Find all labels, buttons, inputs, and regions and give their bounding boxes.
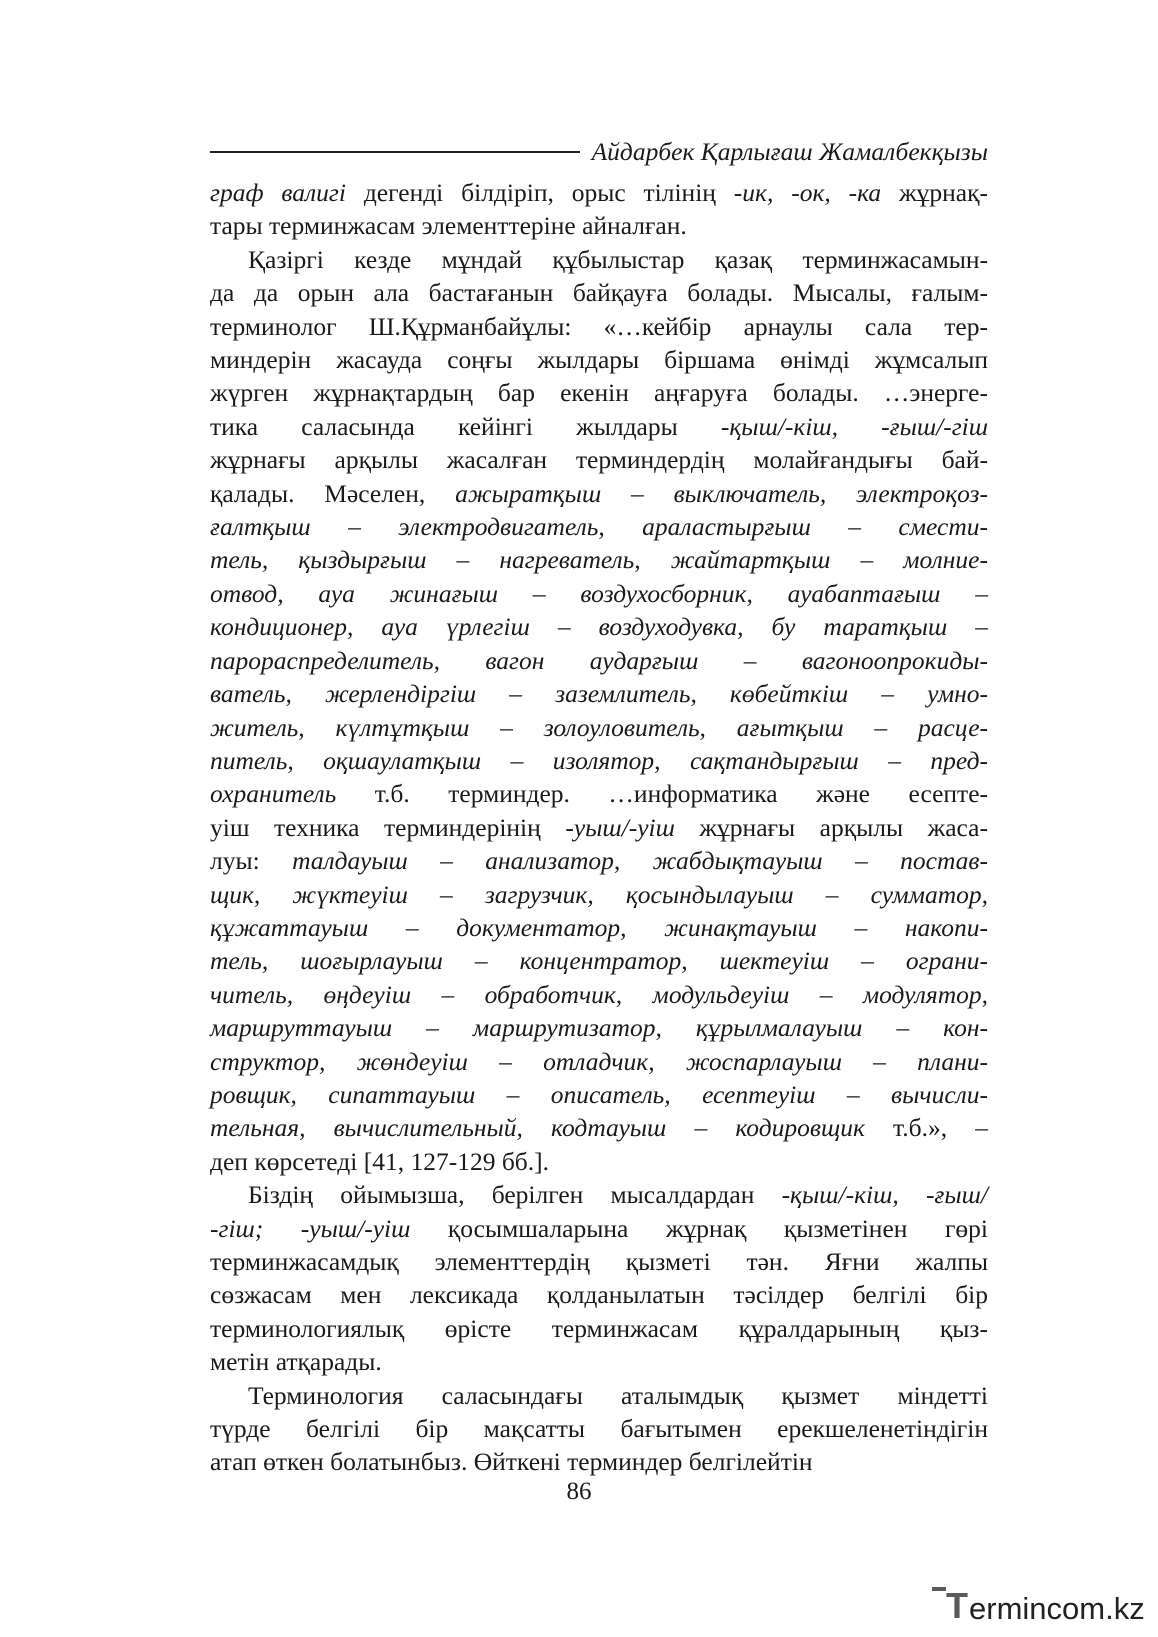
paragraph xyxy=(210,1379,988,1479)
text-segment: уіш техника терминдерінің xyxy=(210,812,566,842)
text-segment: метін атқарады. xyxy=(210,1347,382,1377)
italic-term: маршруттауыш – маршрутизатор, құрылмалауыш – кон- xyxy=(210,1013,988,1043)
text-line xyxy=(210,443,988,476)
paragraph xyxy=(210,243,988,1178)
text-segment: жұрнақ- xyxy=(881,178,988,207)
italic-term: отвод, ауа жинағыш – воздухосборник, ауабаптағыш – xyxy=(210,578,988,608)
text-segment: терминолог Ш.Құрманбайұлы: «…кейбір арнаулы сала тер- xyxy=(210,311,988,341)
paragraph xyxy=(210,1178,988,1378)
text-line xyxy=(210,1278,988,1311)
text-segment: терминжасамдық элементтердің қызметі тән. Яғни жалпы xyxy=(210,1247,988,1276)
text-line xyxy=(210,978,988,1011)
text-segment: деп көрсетеді [41, 127-129 бб.]. xyxy=(210,1146,550,1176)
text-segment: сөзжасам мен лексикада қолданылатын тәсілдер белгілі бір xyxy=(210,1280,988,1310)
text-segment: түрде белгілі бір мақсатты бағытымен ерекшеленетіндігін xyxy=(210,1414,988,1444)
text-line xyxy=(210,577,988,610)
text-segment: жұрнағы арқылы жаса- xyxy=(674,812,988,842)
italic-term: -ик, -ок, -ка xyxy=(733,178,882,207)
text-line xyxy=(210,1379,988,1412)
text-line xyxy=(210,1345,988,1378)
italic-term: тель, қыздырғыш – нагреватель, жайтартқыш – молние- xyxy=(210,545,988,575)
text-segment: Біздің ойымызша, берілген мысалдардан xyxy=(248,1180,782,1210)
italic-term: ровщик, сипаттауыш – описатель, есептеуіш – вычисли- xyxy=(210,1079,988,1109)
watermark-logo xyxy=(946,1585,1145,1627)
text-line xyxy=(210,477,988,510)
text-segment: жұрнағы арқылы жасалған терминдердің молайғандығы бай- xyxy=(210,445,988,475)
italic-term: щик, жүктеуіш – загрузчик, қосындылауыш – сумматор, xyxy=(210,879,988,909)
text-segment: миндерін жасауда соңғы жылдары біршама өнімді жұмсалып xyxy=(210,345,988,375)
text-line xyxy=(210,644,988,677)
text-segment: тика саласында кейінгі жылдары xyxy=(210,411,721,441)
text-line xyxy=(210,1412,988,1445)
italic-term: ғалтқыш – электродвигатель, араластырғыш – смести- xyxy=(210,512,988,542)
running-header xyxy=(210,134,988,170)
text-line xyxy=(210,209,988,242)
body-text xyxy=(210,176,988,1479)
text-line xyxy=(210,343,988,376)
text-line xyxy=(210,1212,988,1245)
text-line xyxy=(210,176,988,209)
text-line xyxy=(210,243,988,276)
text-segment: тары терминжасам элементтеріне айналған. xyxy=(210,211,687,241)
text-line xyxy=(210,944,988,977)
text-line xyxy=(210,811,988,844)
text-line xyxy=(210,1078,988,1111)
italic-term: читель, өңдеуіш – обработчик, модульдеуіш – модулятор, xyxy=(210,979,988,1009)
italic-term: -қыш/-кіш, -ғыш/-гіш xyxy=(720,411,988,441)
italic-term: құжаттауыш – документатор, жинақтауыш – накопи- xyxy=(210,912,988,942)
text-segment: да да орын ала бастағанын байқауға болады. Мысалы, ғалым- xyxy=(210,278,988,308)
text-line xyxy=(210,610,988,643)
text-segment: атап өткен болатынбыз. Өйткені терминдер белгілейтін xyxy=(210,1447,813,1477)
text-line xyxy=(210,1245,988,1278)
italic-term: охранитель xyxy=(210,779,337,809)
watermark-first-letter: T xyxy=(946,1585,968,1626)
italic-term: кондиционер, ауа үрлегіш – воздуходувка, бу таратқыш – xyxy=(210,612,988,642)
text-line xyxy=(210,677,988,710)
italic-term: парораспределитель, вагон аударғыш – вагоноопрокиды- xyxy=(210,645,988,675)
text-line xyxy=(210,510,988,543)
text-segment: Терминология саласындағы аталымдық қызмет міндетті xyxy=(248,1380,988,1410)
text-line xyxy=(210,410,988,443)
text-line xyxy=(210,543,988,576)
paragraph xyxy=(210,176,988,243)
watermark-text: ermincom.kz xyxy=(969,1591,1145,1626)
italic-term: талдауыш – анализатор, жабдықтауыш – постав- xyxy=(292,846,988,876)
header-rule xyxy=(210,151,580,153)
text-segment: т.б. терминдер. …информатика және есепте- xyxy=(336,779,988,809)
italic-term: житель, күлтұтқыш – золоуловитель, ағытқыш – расце- xyxy=(210,712,988,742)
text-line xyxy=(210,844,988,877)
italic-term: ватель, жерлендіргіш – заземлитель, көбейткіш – умно- xyxy=(210,679,988,709)
text-line xyxy=(210,1312,988,1345)
text-line xyxy=(210,878,988,911)
italic-term: тель, шоғырлауыш – концентратор, шектеуіш – ограни- xyxy=(210,946,988,976)
text-segment: қосымшаларына жұрнақ қызметінен гөрі xyxy=(410,1213,988,1243)
header-author: Айдарбек Қарлығаш Жамалбекқызы xyxy=(591,137,988,166)
text-line xyxy=(210,376,988,409)
italic-term: питель, оқшаулатқыш – изолятор, сақтандырғыш – пред- xyxy=(210,745,988,775)
italic-term: -қыш/-кіш, -ғыш/ xyxy=(781,1180,988,1210)
text-segment: қалады. Мәселен, xyxy=(210,478,456,508)
text-line xyxy=(210,711,988,744)
italic-term: тельная, вычислительный, кодтауыш – кодировщик xyxy=(210,1113,865,1143)
text-line xyxy=(210,1145,988,1178)
text-line xyxy=(210,310,988,343)
text-segment: терминологиялық өрісте терминжасам құралдарының қыз- xyxy=(210,1313,988,1343)
text-line xyxy=(210,1011,988,1044)
text-line xyxy=(210,777,988,810)
text-line xyxy=(210,276,988,309)
text-line xyxy=(210,1111,988,1144)
text-line xyxy=(210,744,988,777)
text-segment: жүрген жұрнақтардың бар екенін аңғаруға болады. …энерге- xyxy=(210,378,988,408)
text-line xyxy=(210,911,988,944)
page-number: 86 xyxy=(566,1478,592,1505)
text-line xyxy=(210,1045,988,1078)
italic-term: ажыратқыш – выключатель, электроқоз- xyxy=(455,478,988,508)
italic-term: -гіш; -уыш/-уіш xyxy=(210,1213,411,1243)
italic-term: -уыш/-уіш xyxy=(565,812,675,842)
text-line xyxy=(210,1178,988,1211)
text-segment: дегенді білдіріп, орыс тілінің xyxy=(345,178,734,207)
text-segment: Қазіргі кезде мұндай құбылыстар қазақ терминжасамын- xyxy=(248,244,988,274)
italic-term: структор, жөндеуіш – отладчик, жоспарлауыш – плани- xyxy=(210,1046,988,1076)
text-line xyxy=(210,1445,988,1478)
text-segment: луы: xyxy=(210,846,293,876)
italic-term: граф валигі xyxy=(210,178,346,207)
text-segment: т.б.», – xyxy=(864,1113,988,1143)
